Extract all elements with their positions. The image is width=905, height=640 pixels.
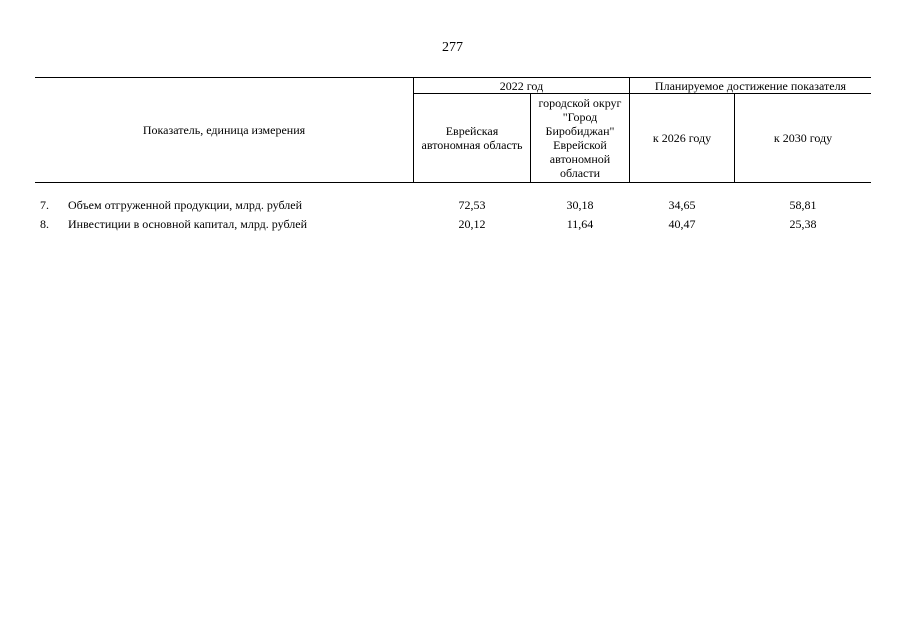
header-group-2022: 2022 год <box>499 78 544 93</box>
row-value-city-2022: 11,64 <box>566 217 594 231</box>
header-2026: к 2026 году <box>652 131 712 145</box>
header-city: городской округ "Город Биробиджан" Еврейской автономной области <box>538 96 622 180</box>
row-value-city-2022: 30,18 <box>566 198 594 212</box>
row-value-region-2022: 72,53 <box>458 198 486 212</box>
row-value-2030: 25,38 <box>789 217 817 231</box>
header-2030: к 2030 году <box>773 131 833 145</box>
row-indicator-name: Инвестиции в основной капитал, млрд. рублей <box>68 217 308 231</box>
header-group-planned: Планируемое достижение показателя <box>654 78 847 93</box>
col-divider-region <box>530 93 531 183</box>
row-number: 7. <box>40 198 49 212</box>
row-number: 8. <box>40 217 49 231</box>
header-indicator: Показатель, единица измерения <box>142 123 306 137</box>
header-region: Еврейская автономная область <box>421 124 523 152</box>
row-value-region-2022: 20,12 <box>458 217 486 231</box>
row-value-2026: 34,65 <box>668 198 696 212</box>
row-indicator-name: Объем отгруженной продукции, млрд. рублей <box>68 198 303 212</box>
header-bottom-rule <box>35 182 871 183</box>
row-value-2026: 40,47 <box>668 217 696 231</box>
row-value-2030: 58,81 <box>789 198 817 212</box>
page-number: 277 <box>442 40 463 55</box>
